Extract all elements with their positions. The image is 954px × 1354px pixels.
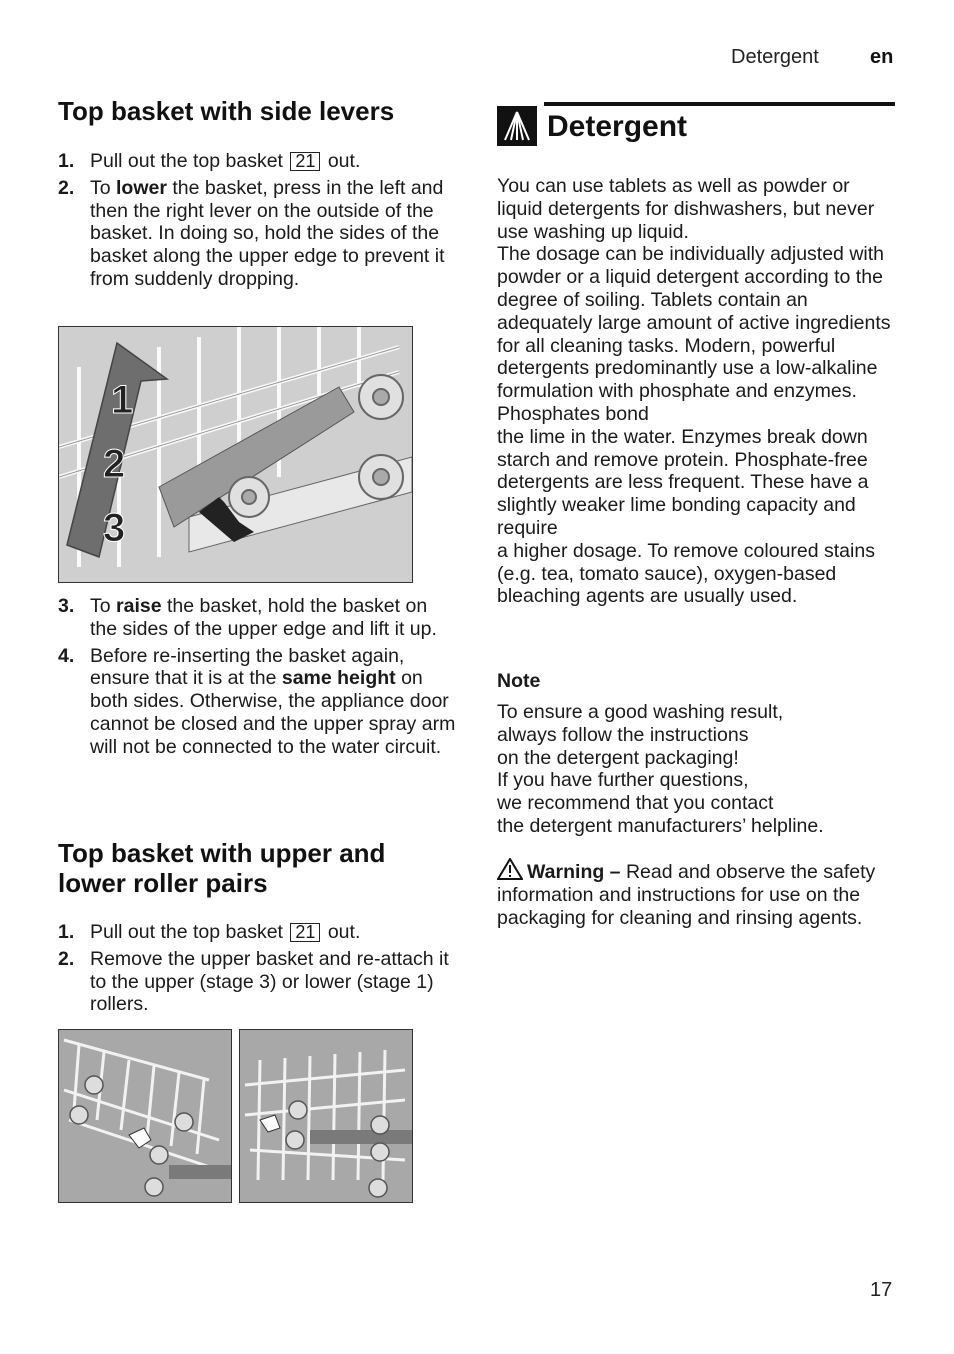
step-text: To <box>90 176 117 199</box>
step-item <box>58 595 458 641</box>
step-text: the basket, hold the basket on the sides of the upper edge and lift it up. <box>90 595 437 640</box>
note-line: the detergent manufacturers’ helpline. <box>497 814 824 837</box>
step-number: 2. <box>58 947 75 970</box>
warning-triangle-icon <box>497 858 523 880</box>
detergent-body <box>497 175 897 608</box>
roller-wheel <box>286 1101 389 1197</box>
running-header-section: Detergent <box>731 46 819 68</box>
note-line: If you have further questions, <box>497 769 749 792</box>
step-number: 3. <box>58 595 75 617</box>
step-emphasis: lower <box>116 176 167 199</box>
side-levers-steps-b <box>58 595 458 763</box>
step-text: the basket, press in the left and then the right lever on the outside of the basket. In doing so, hold the sides of the basket along the upper edge to prevent it from suddenly dropping. <box>90 176 445 290</box>
step-emphasis: raise <box>116 595 162 617</box>
basket-lever-illustration <box>59 327 412 582</box>
detergent-title-row <box>497 102 895 148</box>
body-paragraph: the lime in the water. Enzymes break down starch and remove protein. Phosphate-free detergents are less frequent. These have a slightly weaker lime bonding capacity and require <box>497 425 869 539</box>
note-line: on the detergent packaging! <box>497 746 739 769</box>
lower-rollers-illustration <box>59 1030 231 1202</box>
section-heading-roller-pairs: Top basket with upper and lower roller pairs <box>58 838 386 898</box>
figure-side-lever-basket <box>58 326 413 583</box>
note-block <box>497 670 897 838</box>
warning-block <box>497 858 889 929</box>
step-emphasis: same height <box>281 667 396 690</box>
step-text: out. <box>322 150 361 172</box>
step-text: Pull out the top basket <box>90 150 289 172</box>
reference-number-box: 21 <box>290 923 320 942</box>
step-text: Before re-inserting the basket again, ensure that it is at the <box>90 644 405 690</box>
step-number: 1. <box>58 921 75 943</box>
roller-pairs-steps <box>58 921 458 1020</box>
body-paragraph: for all cleaning tasks. Modern, powerful detergents predominantly use a low-alkaline formulation with phosphate and enzymes. Phosphates bond <box>497 334 878 425</box>
body-paragraph: The dosage can be individually adjusted with powder or a liquid detergent according to the degree of soiling. Tablets contain an adequately large amount of active ingredients <box>497 243 891 334</box>
step-text: out. <box>322 921 361 943</box>
detergent-icon <box>497 106 537 146</box>
step-item <box>58 921 458 944</box>
step-text: Pull out the top basket <box>90 921 289 943</box>
detergent-heading: Detergent <box>547 110 688 143</box>
step-text: on both sides. Otherwise, the appliance door cannot be closed and the upper spray arm will not be connected to the water circuit. <box>90 667 456 758</box>
step-number: 1. <box>58 150 75 172</box>
level-label: 2 <box>103 442 126 486</box>
body-paragraph: You can use tablets as well as powder or liquid detergents for dishwashers, but never use washing up liquid. <box>497 175 875 243</box>
note-line: we recommend that you contact <box>497 792 774 815</box>
step-number: 4. <box>58 644 75 667</box>
warning-text <box>497 858 889 929</box>
step-item <box>58 177 458 291</box>
step-text: Remove the upper basket and re-attach it to the upper (stage 3) or lower (stage 1) rollers. <box>90 947 449 1016</box>
running-header-language: en <box>870 46 894 68</box>
note-line: To ensure a good washing result, always follow the instructions <box>497 701 784 746</box>
step-item <box>58 150 458 173</box>
step-item <box>58 948 458 1016</box>
upper-rollers-illustration <box>240 1030 412 1202</box>
body-paragraph: a higher dosage. To remove coloured stains (e.g. tea, tomato sauce), oxygen-based bleaching agents are usually used. <box>497 539 875 608</box>
step-number: 2. <box>58 176 75 199</box>
figure-upper-rollers <box>239 1029 413 1203</box>
reference-number-box: 21 <box>290 152 320 171</box>
level-label: 1 <box>111 378 134 422</box>
page-number: 17 <box>870 1279 893 1301</box>
note-heading: Note <box>497 670 541 692</box>
section-heading-side-levers: Top basket with side levers <box>58 96 395 126</box>
warning-body: Read and observe the safety information and instructions for use on the packaging for cleaning and rinsing agents. <box>497 861 876 929</box>
step-item <box>58 645 458 759</box>
step-text: To <box>90 595 117 617</box>
figure-lower-rollers <box>58 1029 232 1203</box>
level-label: 3 <box>103 506 126 550</box>
side-levers-steps-a <box>58 150 458 295</box>
warning-label: Warning – <box>527 861 621 883</box>
title-rule <box>544 102 895 106</box>
